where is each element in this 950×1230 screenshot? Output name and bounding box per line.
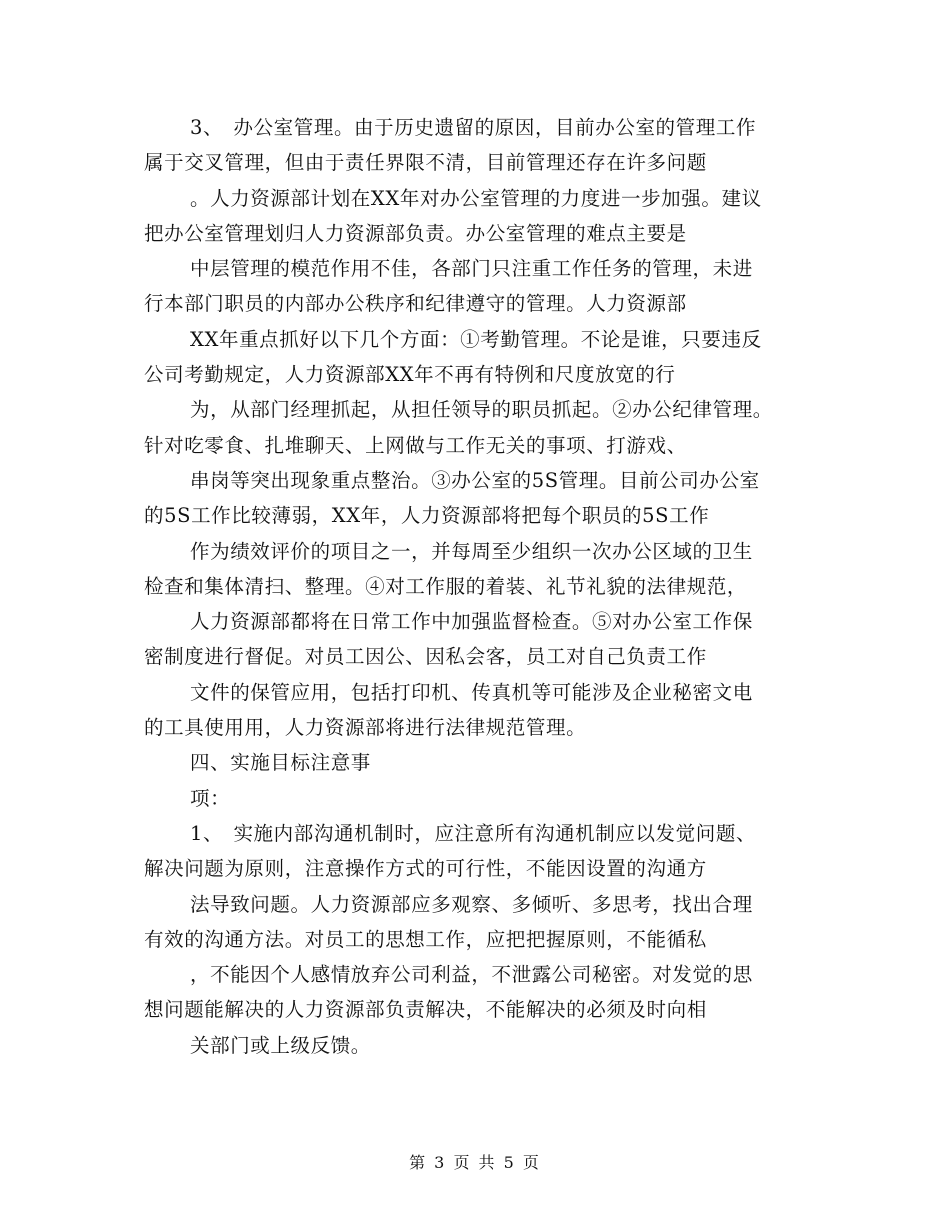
- text-line: 项：: [190, 786, 231, 810]
- text-line: 文件的保管应用，包括打印机、传真机等可能涉及企业秘密文电: [190, 680, 753, 704]
- text-line: 。人力资源部计划在XX年对办公室管理的力度进一步加强。建议: [190, 186, 762, 210]
- text-line: 3、 办公室管理。由于历史遗留的原因，目前办公室的管理工作: [190, 116, 757, 139]
- text-line: 人力资源部都将在日常工作中加强监督检查。⑤对办公室工作保: [190, 610, 753, 634]
- text-line: 1、 实施内部沟通机制时，应注意所有沟通机制应以发觉问题、: [190, 821, 757, 845]
- text-line: 公司考勤规定，人力资源部XX年不再有特例和尺度放宽的行: [144, 363, 676, 387]
- text-line: 针对吃零食、扎堆聊天、上网做与工作无关的事项、打游戏、: [144, 433, 687, 457]
- text-line: 关部门或上级反馈。: [190, 1033, 371, 1057]
- text-line: 的5S工作比较薄弱，XX年，人力资源部将把每个职员的5S工作: [144, 504, 710, 528]
- document-body: [144, 110, 824, 1063]
- text-line: 行本部门职员的内部办公秩序和纪律遵守的管理。人力资源部: [144, 292, 687, 316]
- text-line: 为，从部门经理抓起，从担任领导的职员抓起。②办公纪律管理。: [190, 398, 773, 422]
- text-line: 检查和集体清扫、整理。④对工作服的着装、礼节礼貌的法律规范，: [144, 574, 748, 598]
- text-line: 四、实施目标注意事: [190, 751, 371, 775]
- page-footer: 第 3 页 共 5 页: [409, 1153, 541, 1172]
- text-line: 密制度进行督促。对员工因公、因私会客，员工对自己负责工作: [144, 645, 707, 669]
- text-line: 解决问题为原则，注意操作方式的可行性，不能因设置的沟通方: [144, 857, 707, 881]
- text-line: 中层管理的模范作用不佳，各部门只注重工作任务的管理，未进: [190, 257, 753, 281]
- text-line: 属于交叉管理，但由于责任界限不清，目前管理还存在许多问题: [144, 151, 707, 175]
- text-line: 串岗等突出现象重点整治。③办公室的5S管理。目前公司办公室: [190, 468, 760, 492]
- text-line: XX年重点抓好以下几个方面：①考勤管理。不论是谁，只要违反: [190, 327, 762, 351]
- text-line: 作为绩效评价的项目之一，并每周至少组织一次办公区域的卫生: [190, 539, 753, 563]
- text-line: 有效的沟通方法。对员工的思想工作，应把把握原则，不能循私: [144, 927, 707, 951]
- text-line: 想问题能解决的人力资源部负责解决，不能解决的必须及时向相: [144, 998, 707, 1022]
- text-line: 把办公室管理划归人力资源部负责。办公室管理的难点主要是: [144, 221, 687, 245]
- text-line: ，不能因个人感情放弃公司利益，不泄露公司秘密。对发觉的思: [190, 963, 753, 987]
- text-line: 的工具使用用，人力资源部将进行法律规范管理。: [144, 716, 587, 740]
- text-line: 法导致问题。人力资源部应多观察、多倾听、多思考，找出合理: [190, 892, 753, 916]
